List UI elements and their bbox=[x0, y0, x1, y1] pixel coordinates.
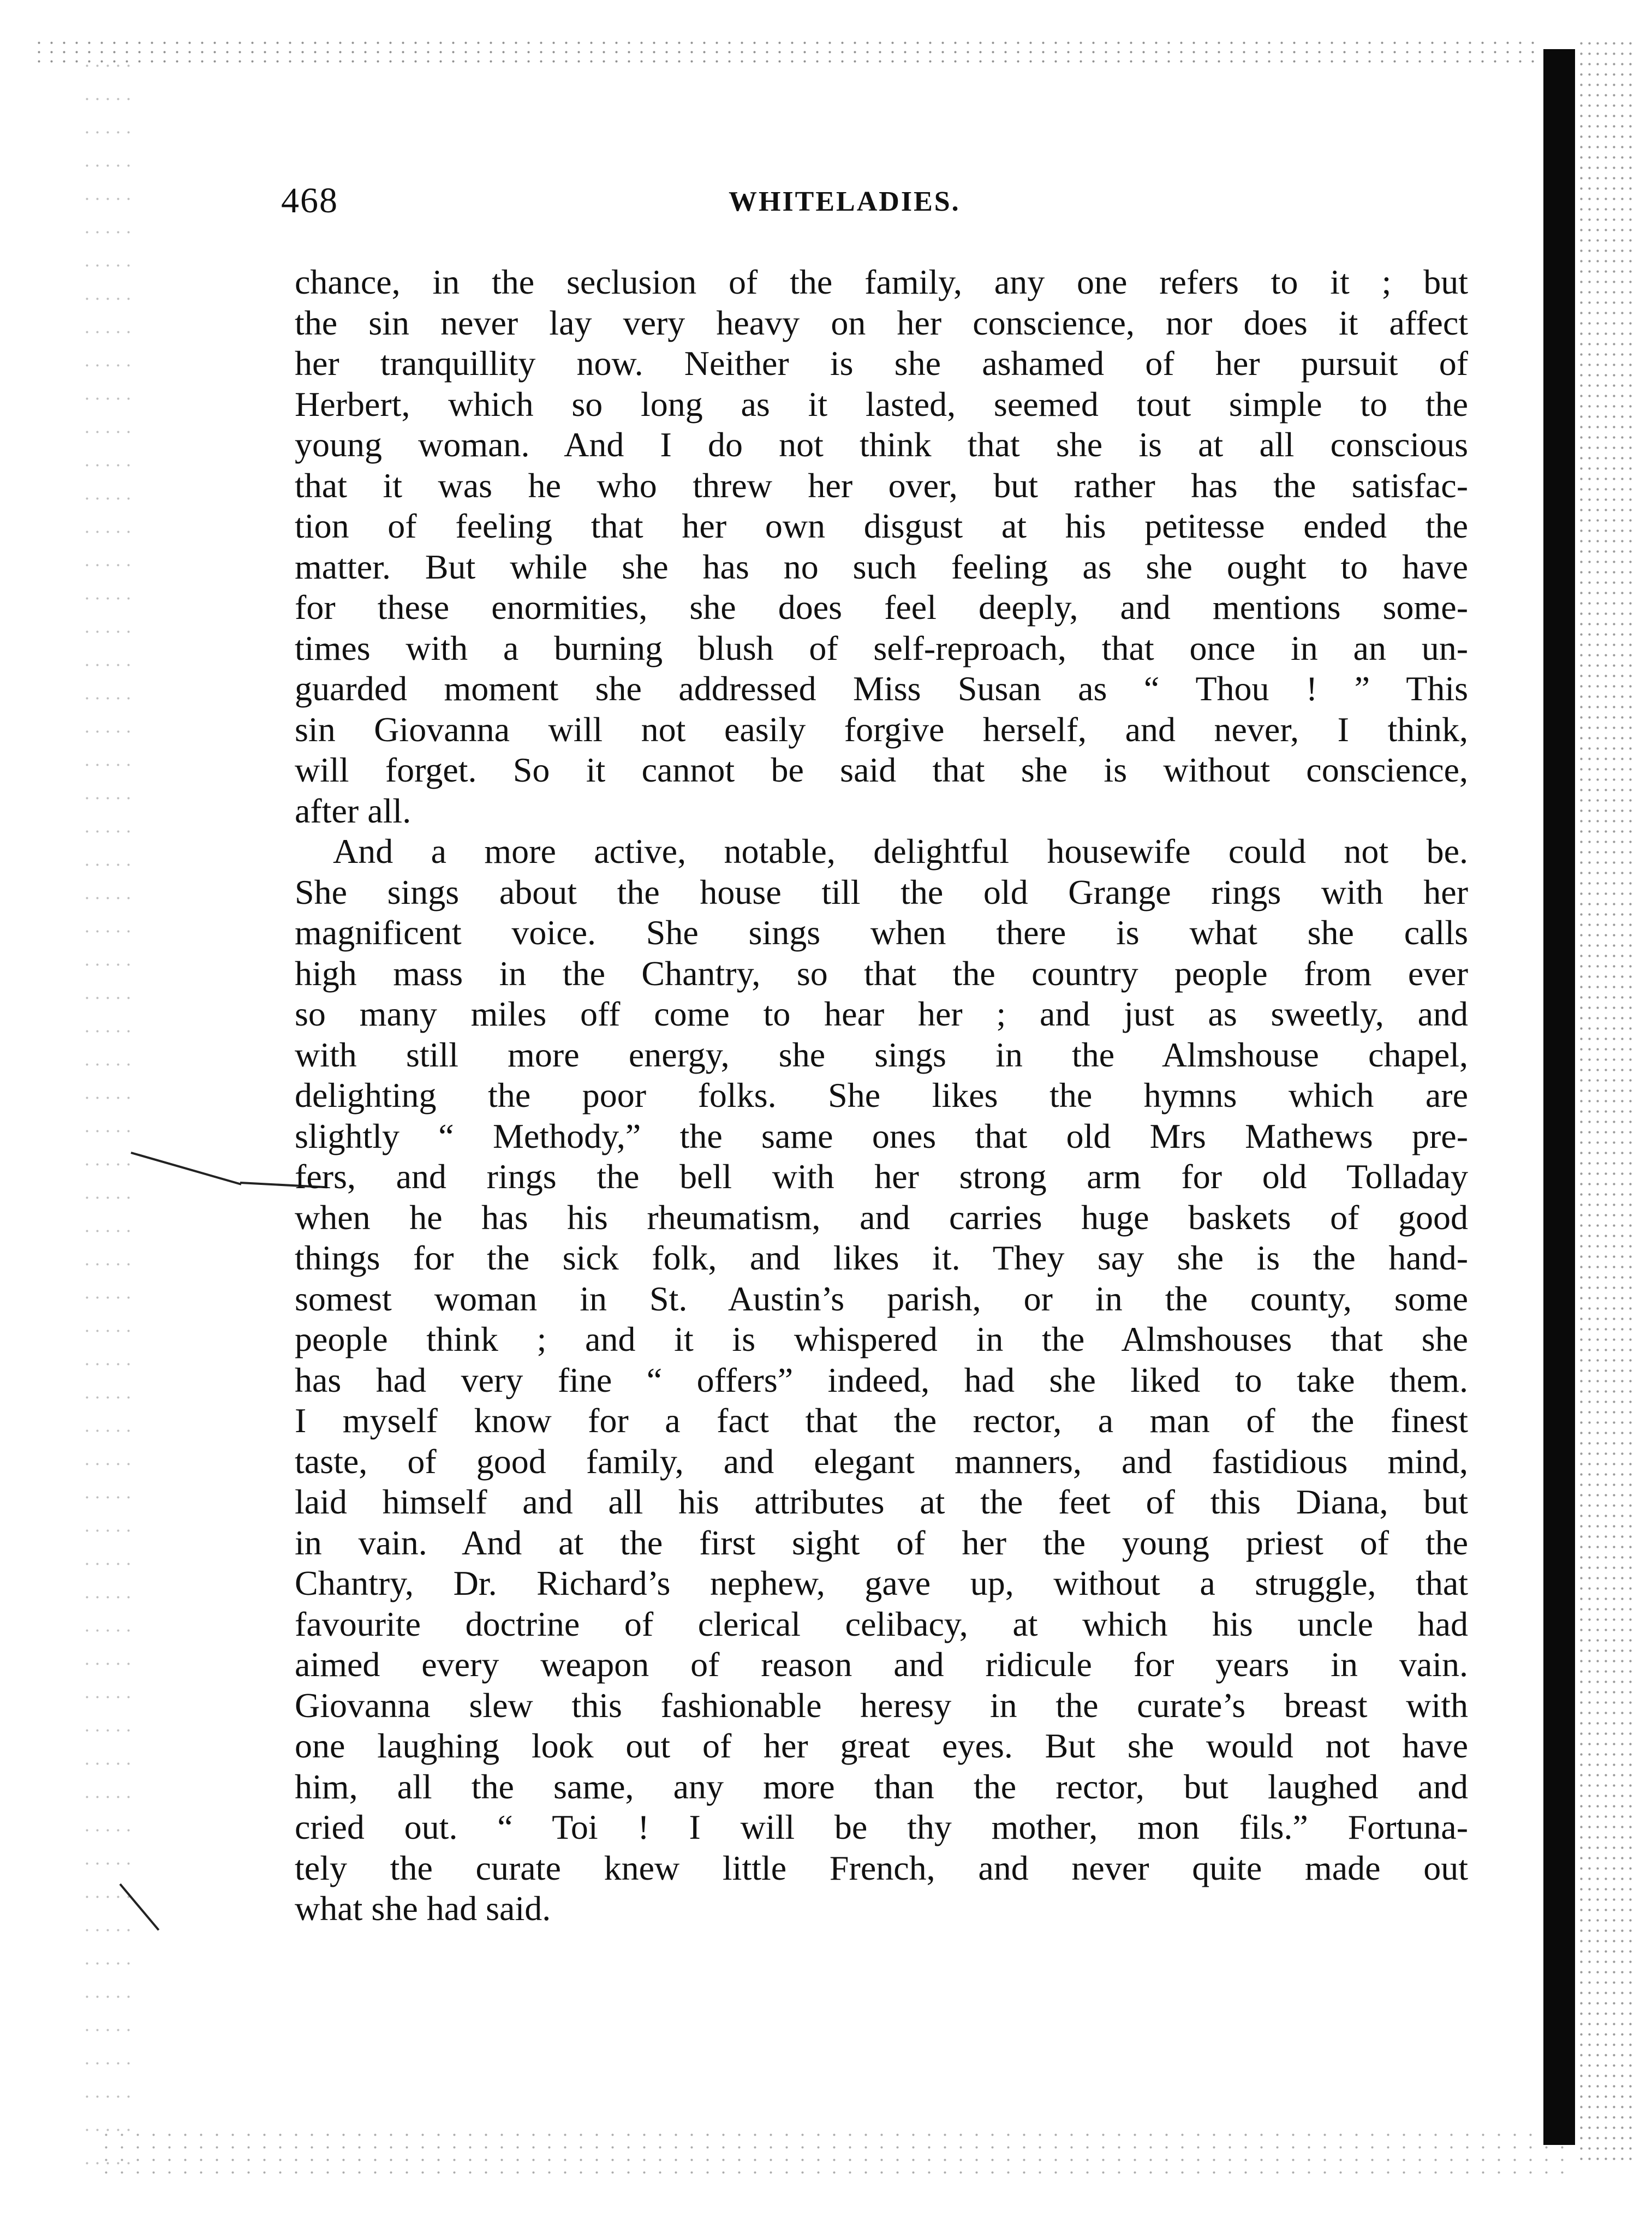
scan-noise-bottom bbox=[98, 2129, 1572, 2183]
text-line: after all. bbox=[295, 791, 411, 830]
binding-shadow bbox=[1543, 49, 1575, 2145]
text-line: high mass in the Chantry, so that the country people from ever bbox=[295, 953, 1468, 993]
text-line: Herbert, which so long as it lasted, seemed tout simple to the bbox=[295, 384, 1468, 424]
text-line: that it was he who threw her over, but rather has the satisfac- bbox=[295, 466, 1468, 505]
text-line: fers, and rings the bell with her strong arm for old Tolladay bbox=[295, 1157, 1468, 1196]
text-line: cried out. “ Toi ! I will be thy mother, mon fils.” Fortuna- bbox=[295, 1808, 1468, 1846]
text-line: for these enormities, she does feel deeply, and mentions some- bbox=[295, 588, 1468, 627]
text-line: somest woman in St. Austin’s parish, or in the county, some bbox=[295, 1279, 1468, 1318]
page-header bbox=[281, 180, 1482, 229]
text-line: will forget. So it cannot be said that she is without conscience, bbox=[295, 750, 1468, 789]
text-line: aimed every weapon of reason and ridicule for years in vain. bbox=[295, 1645, 1468, 1684]
text-line: people think ; and it is whispered in the Almshouses that she bbox=[295, 1320, 1468, 1358]
text-line: Giovanna slew this fashionable heresy in the curate’s breast with bbox=[295, 1685, 1468, 1725]
text-line: tely the curate knew little French, and never quite made out bbox=[295, 1848, 1468, 1887]
text-line: matter. But while she has no such feeling as she ought to have bbox=[295, 547, 1468, 586]
text-line: with still more energy, she sings in the Almshouse chapel, bbox=[295, 1035, 1468, 1074]
text-line: chance, in the seclusion of the family, any one refers to it ; but bbox=[295, 263, 1468, 301]
text-line: slightly “ Methody,” the same ones that old Mrs Mathews pre- bbox=[295, 1116, 1468, 1155]
text-line: I myself know for a fact that the rector, a man of the finest bbox=[295, 1401, 1468, 1440]
text-line: when he has his rheumatism, and carries huge baskets of good bbox=[295, 1197, 1468, 1237]
scan-noise-top bbox=[33, 38, 1539, 65]
text-line: in vain. And at the first sight of her the young priest of the bbox=[295, 1523, 1468, 1562]
pencil-mark bbox=[130, 1152, 241, 1185]
text-line: what she had said. bbox=[295, 1889, 551, 1928]
scan-noise-left bbox=[82, 49, 131, 2178]
scan-noise-right bbox=[1577, 38, 1637, 2167]
text-line: things for the sick folk, and likes it. They say she is the hand- bbox=[295, 1238, 1468, 1277]
text-line: And a more active, notable, delightful housewife could not be. bbox=[333, 832, 1468, 871]
text-line: Chantry, Dr. Richard’s nephew, gave up, without a struggle, that bbox=[295, 1564, 1468, 1602]
text-line: young woman. And I do not think that she is at all conscious bbox=[295, 425, 1468, 464]
text-line: delighting the poor folks. She likes the hymns which are bbox=[295, 1076, 1468, 1114]
text-line: sin Giovanna will not easily forgive herself, and never, I think, bbox=[295, 710, 1468, 749]
text-line: taste, of good family, and elegant manners, and fastidious mind, bbox=[295, 1441, 1468, 1481]
text-line: the sin never lay very heavy on her conscience, nor does it affect bbox=[295, 303, 1468, 342]
text-line: tion of feeling that her own disgust at his petitesse ended the bbox=[295, 506, 1468, 545]
paragraph bbox=[295, 831, 1468, 1929]
text-line: has had very fine “ offers” indeed, had she liked to take them. bbox=[295, 1360, 1468, 1399]
paragraph bbox=[295, 262, 1468, 831]
text-line: so many miles off come to hear her ; and just as sweetly, and bbox=[295, 994, 1468, 1033]
text-line: favourite doctrine of clerical celibacy, at which his uncle had bbox=[295, 1604, 1468, 1643]
text-line: magnificent voice. She sings when there is what she calls bbox=[295, 913, 1468, 952]
running-head: WHITELADIES. bbox=[729, 186, 961, 217]
text-line: laid himself and all his attributes at the feet of this Diana, but bbox=[295, 1482, 1468, 1521]
text-line: him, all the same, any more than the rector, but laughed and bbox=[295, 1767, 1468, 1806]
text-line: guarded moment she addressed Miss Susan as “ Thou ! ” This bbox=[295, 669, 1468, 708]
text-line: one laughing look out of her great eyes. But she would not have bbox=[295, 1726, 1468, 1765]
text-line: times with a burning blush of self-reproach, that once in an un- bbox=[295, 628, 1468, 667]
body-text bbox=[295, 262, 1468, 1929]
page-number: 468 bbox=[281, 181, 338, 220]
text-line: She sings about the house till the old Grange rings with her bbox=[295, 872, 1468, 911]
text-line: her tranquillity now. Neither is she ashamed of her pursuit of bbox=[295, 344, 1468, 383]
